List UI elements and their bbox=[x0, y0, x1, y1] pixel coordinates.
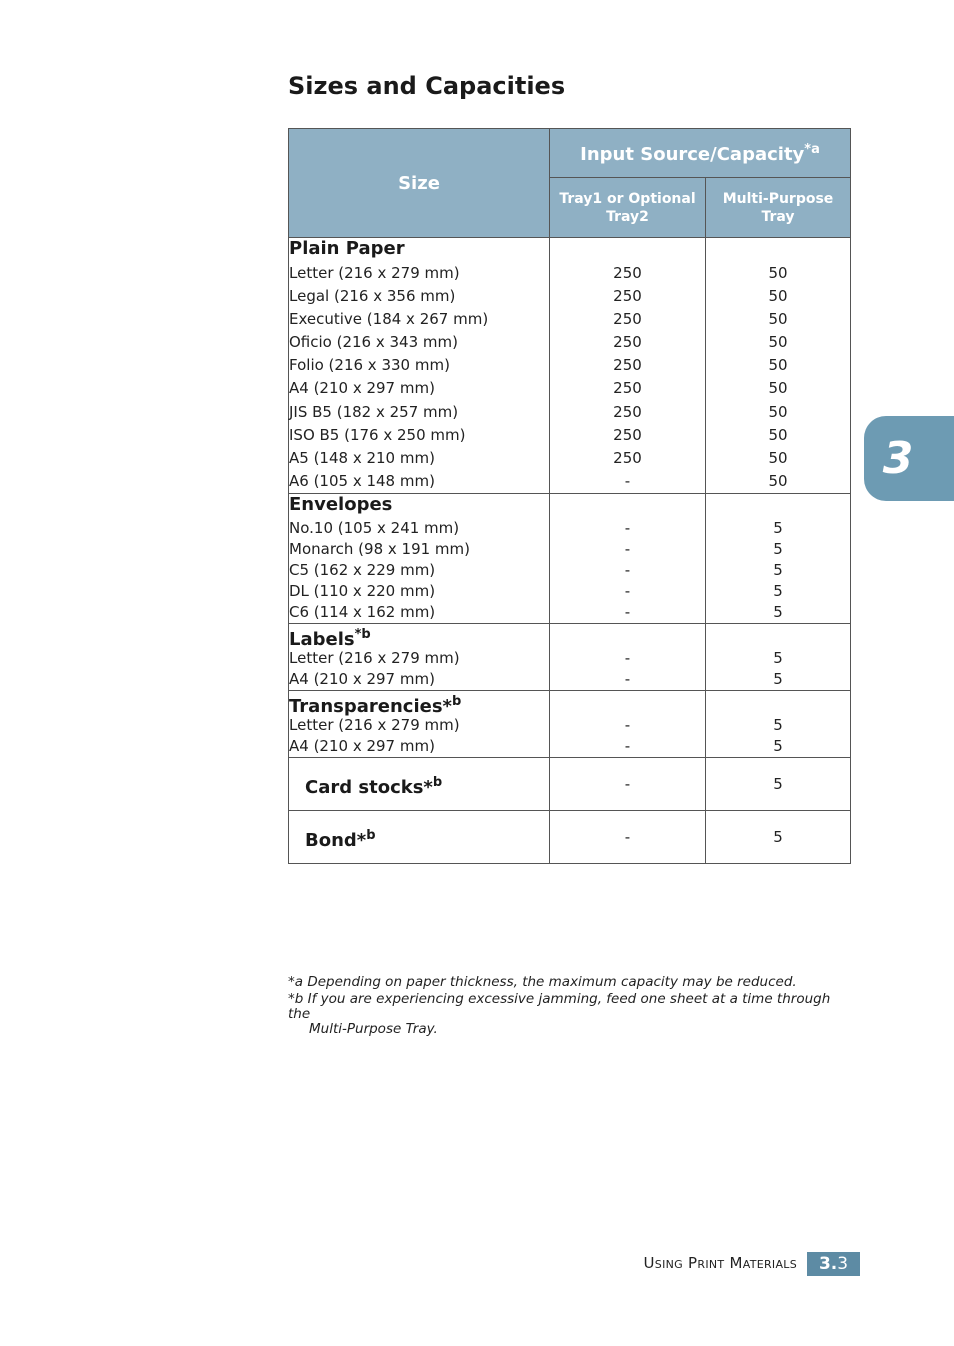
header-multipurpose: Multi-Purpose Tray bbox=[706, 178, 851, 238]
mp-value: 50 bbox=[768, 402, 788, 421]
size-item: Legal (216 x 356 mm) bbox=[289, 287, 456, 306]
group-transparencies bbox=[289, 690, 851, 757]
mp-value: 5 bbox=[773, 539, 783, 558]
tray1-value: - bbox=[550, 810, 706, 863]
tray1-value: 250 bbox=[613, 379, 642, 398]
tray1-value: - bbox=[550, 757, 706, 810]
group-title: Labels$^{*b}$ bbox=[289, 626, 371, 650]
tray1-value: - bbox=[624, 518, 631, 537]
footnote-ref-b: b bbox=[451, 693, 462, 709]
mp-value: 5 bbox=[773, 736, 783, 755]
size-item: Letter (216 x 279 mm) bbox=[289, 264, 460, 282]
tray1-value: - bbox=[624, 471, 631, 490]
group-bond bbox=[289, 810, 851, 863]
mp-value: 50 bbox=[768, 379, 788, 398]
tray1-value: - bbox=[624, 715, 631, 734]
tray1-value: 250 bbox=[613, 287, 642, 306]
group-title: Bond*$^b$ bbox=[305, 827, 376, 851]
mp-value: 50 bbox=[768, 448, 788, 467]
footnote-ref-b: *b bbox=[354, 626, 371, 642]
size-item: Letter (216 x 279 mm) bbox=[289, 715, 460, 734]
size-item: A4 (210 x 297 mm) bbox=[289, 669, 435, 688]
mp-value: 5 bbox=[773, 715, 783, 734]
mp-value: 5 bbox=[706, 757, 851, 810]
mp-value: 5 bbox=[706, 810, 851, 863]
mp-value: 5 bbox=[773, 648, 783, 667]
size-item: Letter (216 x 279 mm) bbox=[289, 648, 460, 667]
group-plain-paper bbox=[289, 238, 851, 494]
mp-value: 50 bbox=[768, 425, 788, 444]
tray1-value: - bbox=[624, 648, 631, 667]
size-item: JIS B5 (182 x 257 mm) bbox=[289, 402, 459, 421]
footnote-ref-b: b bbox=[432, 774, 443, 790]
mp-value: 50 bbox=[768, 310, 788, 329]
chapter-tab: 3 bbox=[864, 416, 954, 501]
size-item: C6 (114 x 162 mm) bbox=[289, 602, 436, 621]
group-title: Plain Paper bbox=[289, 238, 405, 259]
header-tray1: Tray1 or Optional Tray2 bbox=[550, 178, 706, 238]
size-item: A4 (210 x 297 mm) bbox=[289, 379, 435, 398]
mp-value: 5 bbox=[773, 518, 783, 537]
mp-cell bbox=[706, 623, 851, 690]
mp-cell bbox=[706, 238, 851, 494]
tray1-value: - bbox=[624, 669, 631, 688]
tray1-value: 250 bbox=[613, 310, 642, 329]
tray1-value: 250 bbox=[613, 264, 642, 282]
tray1-cell bbox=[550, 493, 706, 623]
size-item: C5 (162 x 229 mm) bbox=[289, 560, 436, 579]
tray1-value: 250 bbox=[613, 402, 642, 421]
mp-cell bbox=[706, 493, 851, 623]
mp-value: 5 bbox=[773, 669, 783, 688]
mp-value: 5 bbox=[773, 602, 783, 621]
size-item: No.10 (105 x 241 mm) bbox=[289, 518, 460, 537]
footnotes bbox=[288, 975, 854, 1039]
tray1-cell bbox=[550, 623, 706, 690]
footnote-a: *a Depending on paper thickness, the maximum capacity may be reduced. bbox=[288, 974, 797, 990]
header-input-source: Input Source/Capacity$^{*a}$ bbox=[550, 129, 851, 178]
tray1-value: 250 bbox=[613, 425, 642, 444]
tray1-value: - bbox=[624, 560, 631, 579]
size-item: ISO B5 (176 x 250 mm) bbox=[289, 425, 466, 444]
size-item: A5 (148 x 210 mm) bbox=[289, 448, 435, 467]
mp-value: 50 bbox=[768, 333, 788, 352]
mp-value: 5 bbox=[773, 581, 783, 600]
size-item: Oficio (216 x 343 mm) bbox=[289, 333, 458, 352]
group-labels bbox=[289, 623, 851, 690]
tray1-cell bbox=[550, 690, 706, 757]
tray1-value: - bbox=[624, 602, 631, 621]
tray1-cell bbox=[550, 238, 706, 494]
group-title: Card stocks*$^b$ bbox=[305, 774, 443, 798]
tray1-value: - bbox=[624, 539, 631, 558]
footnote-ref-a: *a bbox=[804, 141, 820, 157]
size-item: A6 (105 x 148 mm) bbox=[289, 471, 435, 490]
size-item: Folio (216 x 330 mm) bbox=[289, 356, 450, 375]
page-title: Sizes and Capacities bbox=[288, 72, 566, 100]
tray1-value: - bbox=[624, 736, 631, 755]
size-cell bbox=[289, 690, 550, 757]
mp-value: 50 bbox=[768, 264, 788, 282]
size-item: DL (110 x 220 mm) bbox=[289, 581, 436, 600]
tray1-value: 250 bbox=[613, 333, 642, 352]
page-footer bbox=[0, 1252, 954, 1276]
size-item: Monarch (98 x 191 mm) bbox=[289, 539, 471, 558]
mp-value: 50 bbox=[768, 287, 788, 306]
group-envelopes bbox=[289, 493, 851, 623]
size-cell bbox=[289, 238, 550, 494]
mp-value: 50 bbox=[768, 471, 788, 490]
sizes-capacities-table bbox=[288, 128, 851, 864]
mp-value: 50 bbox=[768, 356, 788, 375]
size-cell bbox=[289, 810, 550, 863]
size-item: A4 (210 x 297 mm) bbox=[289, 736, 435, 755]
tray1-value: - bbox=[624, 581, 631, 600]
header-size: Size bbox=[289, 129, 550, 238]
group-card-stocks bbox=[289, 757, 851, 810]
mp-value: 5 bbox=[773, 560, 783, 579]
footnote-b: *b If you are experiencing excessive jamming, feed one sheet at a time through the Multi-Purpose Tray. bbox=[288, 991, 831, 1037]
tray1-value: 250 bbox=[613, 448, 642, 467]
group-title: Transparencies*$^b$ bbox=[289, 693, 462, 717]
footer-section-title: Using Print Materials bbox=[643, 1254, 797, 1272]
size-cell bbox=[289, 757, 550, 810]
tray1-value: 250 bbox=[613, 356, 642, 375]
footnote-ref-b: b bbox=[366, 827, 376, 843]
mp-cell bbox=[706, 690, 851, 757]
group-title: Envelopes bbox=[289, 493, 393, 515]
page-number-badge: 3.3 bbox=[807, 1252, 860, 1276]
size-item: Executive (184 x 267 mm) bbox=[289, 310, 489, 329]
size-cell bbox=[289, 623, 550, 690]
size-cell bbox=[289, 493, 550, 623]
